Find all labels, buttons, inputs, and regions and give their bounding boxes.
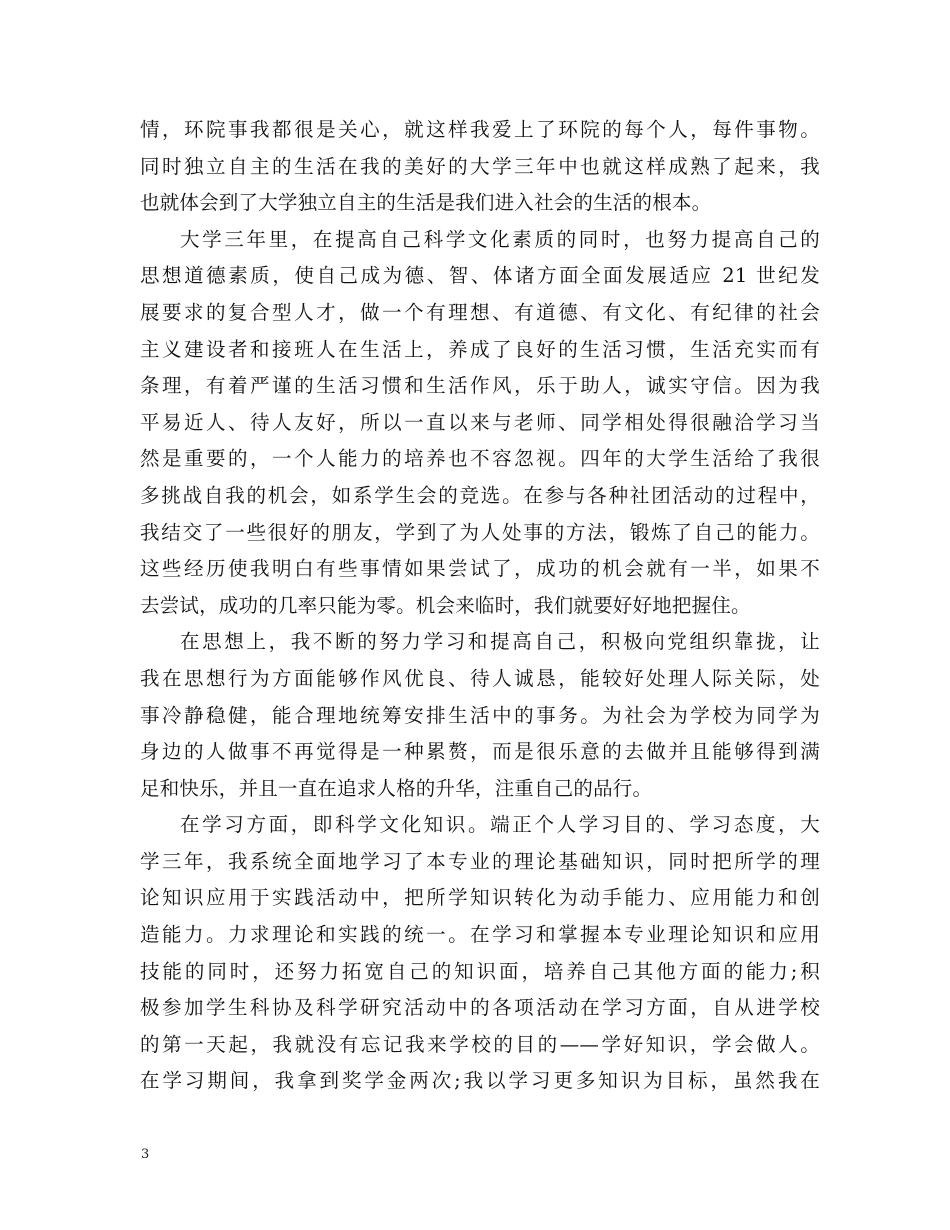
text-line: 情，环院事我都很是关心，就这样我爱上了环院的每个人，每件事物。 bbox=[140, 118, 820, 141]
text-line: 在学习方面，即科学文化知识。端正个人学习目的、学习态度，大 bbox=[180, 813, 820, 837]
document-body-text bbox=[140, 112, 820, 1100]
text-line: 条理，有着严谨的生活习惯和生活作风，乐于助人，诚实守信。因为我 bbox=[140, 374, 820, 398]
text-line: 我结交了一些很好的朋友，学到了为人处事的方法，锻炼了自己的能力。 bbox=[140, 520, 820, 544]
text-line: 在学习期间，我拿到奖学金两次;我以学习更多知识为目标，虽然我在 bbox=[140, 1069, 820, 1093]
text-line: 同时独立自主的生活在我的美好的大学三年中也就这样成熟了起来，我 bbox=[140, 154, 820, 178]
text-line: 足和快乐，并且一直在追求人格的升华，注重自己的品行。 bbox=[140, 776, 653, 800]
text-line: 也就体会到了大学独立自主的生活是我们进入社会的生活的根本。 bbox=[140, 191, 712, 215]
text-line: 大学三年里，在提高自己科学文化素质的同时，也努力提高自己的 bbox=[180, 227, 820, 251]
text-line: 这些经历使我明白有些事情如果尝试了，成功的机会就有一半，如果不 bbox=[140, 557, 820, 581]
text-line: 事冷静稳健，能合理地统筹安排生活中的事务。为社会为学校为同学为 bbox=[140, 703, 820, 727]
text-line: 的第一天起，我就没有忘记我来学校的目的——学好知识，学会做人。 bbox=[140, 1032, 820, 1056]
text-line: 在思想上，我不断的努力学习和提高自己，积极向党组织靠拢，让 bbox=[180, 630, 820, 654]
text-line: 学三年，我系统全面地学习了本专业的理论基础知识，同时把所学的理 bbox=[140, 849, 820, 873]
text-line: 然是重要的，一个人能力的培养也不容忽视。四年的大学生活给了我很 bbox=[140, 447, 820, 471]
text-line: 造能力。力求理论和实践的统一。在学习和掌握本专业理论知识和应用 bbox=[140, 923, 820, 947]
text-line: 我在思想行为方面能够作风优良、待人诚恳，能较好处理人际关际，处 bbox=[140, 666, 820, 690]
text-line: 多挑战自我的机会，如系学生会的竞选。在参与各种社团活动的过程中， bbox=[140, 483, 820, 507]
text-line: 主义建设者和接班人在生活上，养成了良好的生活习惯，生活充实而有 bbox=[140, 337, 820, 361]
text-line: 平易近人、待人友好，所以一直以来与老师、同学相处得很融洽学习当 bbox=[140, 410, 820, 434]
text-line: 去尝试，成功的几率只能为零。机会来临时，我们就要好好地把握住。 bbox=[140, 593, 751, 617]
text-line: 技能的同时，还努力拓宽自己的知识面，培养自己其他方面的能力;积 bbox=[140, 959, 820, 983]
text-line: 思想道德素质，使自己成为德、智、体诸方面全面发展适应 21 世纪发 bbox=[140, 264, 820, 288]
text-line: 极参加学生科协及科学研究活动中的各项活动在学习方面，自从进学校 bbox=[140, 996, 820, 1020]
text-line: 论知识应用于实践活动中，把所学知识转化为动手能力、应用能力和创 bbox=[140, 886, 820, 910]
page-number: 3 bbox=[141, 1147, 150, 1162]
text-line: 展要求的复合型人才，做一个有理想、有道德、有文化、有纪律的社会 bbox=[140, 300, 820, 324]
text-line: 身边的人做事不再觉得是一种累赘，而是很乐意的去做并且能够得到满 bbox=[140, 740, 820, 764]
